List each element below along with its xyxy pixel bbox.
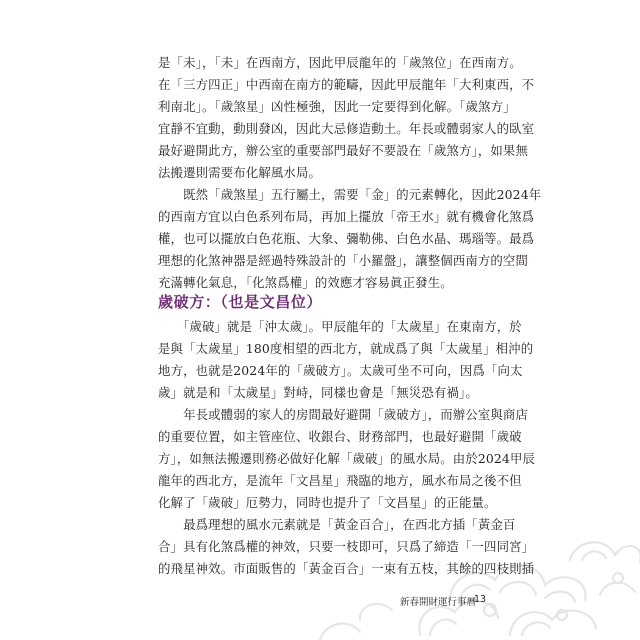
text-line: 歲」就是和「太歲星」對峙，同樣也會是「無災恐有禍」。 bbox=[158, 385, 478, 400]
page-number: 13 bbox=[474, 594, 487, 605]
text-line: 是與「太歲星」180度相望的西北方，就成爲了與「太歲星」相沖的 bbox=[158, 341, 534, 356]
text-line: 方」，如無法搬遷則務必做好化解「歲破」的風水局。由於2024甲辰 bbox=[158, 451, 536, 466]
text-line: 既然「歲煞星」五行屬土，需要「金」的元素轉化，因此2024年 bbox=[158, 187, 542, 202]
text-line: 利南北」。「歲煞星」凶性極強，因此一定要得到化解。「歲煞方」 bbox=[158, 99, 516, 114]
text-line: 地方，也就是2024年的「歲破方」。太歲可坐不可向，因爲「向太 bbox=[158, 363, 523, 378]
text-line: 合」具有化煞爲權的神效，只要一枝即可，只爲了締造「一四同宮」 bbox=[158, 539, 535, 554]
text-line: 充滿轉化氣息，「化煞爲權」的效應才容易眞正發生。 bbox=[158, 275, 453, 290]
body-text-block-1 bbox=[158, 52, 542, 294]
text-line: 的飛星神效。市面販售的「黃金百合」一束有五枝，其餘的四枝則插 bbox=[158, 561, 535, 576]
text-line: 最爲理想的風水元素就是「黃金百合」，在西北方插「黃金百 bbox=[158, 517, 516, 532]
text-line: 宜靜不宜動，動則發凶，因此大忌修造動土。年長或體弱家人的臥室 bbox=[158, 121, 535, 136]
text-line: 的西南方宜以白色系列布局，再加上擺放「帝王水」就有機會化煞爲 bbox=[158, 209, 535, 224]
text-line: 龍年的西北方，是流年「文昌星」飛臨的地方，風水布局之後不但 bbox=[158, 473, 522, 488]
running-footer-title: 新春開財運行事曆 bbox=[400, 597, 477, 608]
text-line: 的重要位置，如主管座位、收銀台、財務部門，也最好避開「歲破 bbox=[158, 429, 522, 444]
text-line: 法搬遷則需要布化解風水局。 bbox=[158, 165, 322, 180]
section-heading: 歲破方：（也是文昌位） bbox=[158, 293, 323, 311]
body-text-block-2 bbox=[158, 316, 536, 580]
text-line: 權，也可以擺放白色花瓶、大象、彌勒佛、白色水晶、瑪瑙等。最爲 bbox=[158, 231, 535, 246]
text-line: 最好避開此方，辦公室的重要部門最好不要設在「歲煞方」，如果無 bbox=[158, 143, 529, 158]
text-line: 在「三方四正」中西南在南方的範疇，因此甲辰龍年「大利東西，不 bbox=[158, 77, 535, 92]
text-line: 「歲破」就是「沖太歲」。甲辰龍年的「太歲星」在東南方，於 bbox=[158, 319, 522, 334]
text-line: 年長或體弱的家人的房間最好避開「歲破方」，而辦公室與商店 bbox=[158, 407, 529, 422]
text-line: 化解了「歲破」厄勢力，同時也提升了「文昌星」的正能量。 bbox=[158, 495, 497, 510]
text-line: 是「未」，「未」在西南方，因此甲辰龍年的「歲煞位」在西南方。 bbox=[158, 55, 522, 70]
text-line: 理想的化煞神器是經過特殊設計的「小羅盤」，讓整個西南方的空間 bbox=[158, 253, 529, 268]
